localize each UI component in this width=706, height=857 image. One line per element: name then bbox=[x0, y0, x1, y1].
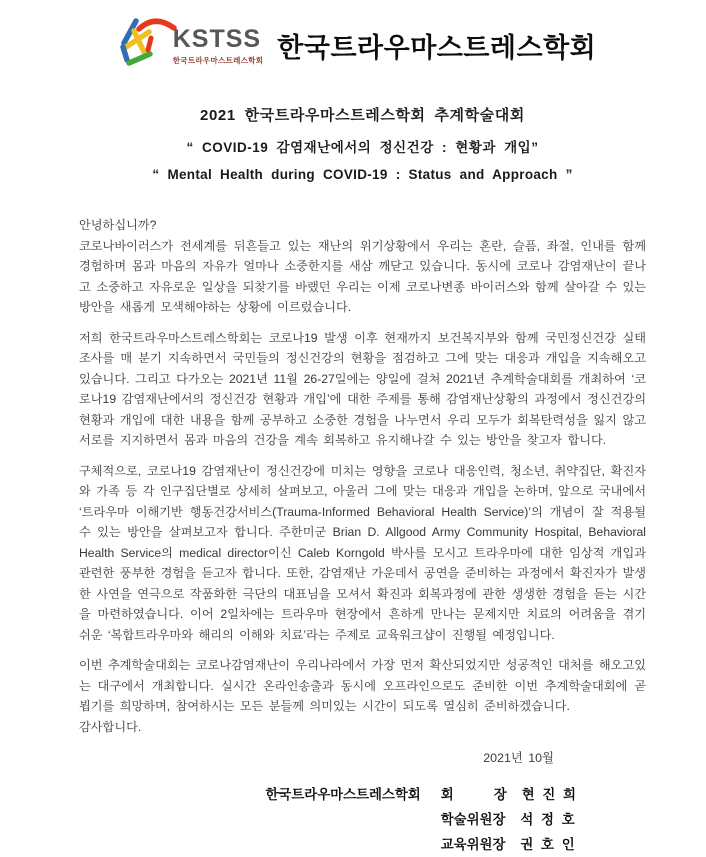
conference-title: 2021 한국트라우마스트레스학회 추계학술대회 bbox=[200, 107, 525, 124]
paragraph-1: 코로나바이러스가 전세계를 뒤흔들고 있는 재난의 위기상황에서 우리는 혼란, 슬픔, 좌절, 인내를 함께 경험하며 몸과 마음의 자유가 얼마나 소중한지를 새삼 깨닫고 있습니다. 동시에 코로나 감염재난이 끝나고 소중하고 자유로운 일상을 되찾기를 바랬던 우리는 이제 코로나변종 바이러스와 함께 살아갈 수 있는 방안을 새롭게 모색해야하는 상황에 이르렀습니다. bbox=[79, 238, 646, 314]
kstss-logo-mark-icon bbox=[115, 14, 179, 70]
logo-text-block bbox=[173, 27, 264, 66]
org-title: 한국트라우마스트레스학회 bbox=[277, 33, 597, 63]
signature-rows bbox=[441, 782, 578, 857]
conference-title-block bbox=[79, 104, 646, 182]
date-line: 2021년 10월 bbox=[483, 751, 554, 765]
signature-name: 석 정 호 bbox=[520, 812, 577, 827]
signature-block bbox=[79, 782, 646, 857]
logo-subtext: 한국트라우마스트레스학회 bbox=[172, 56, 264, 65]
paragraph-4: 이번 추계학술대회는 코로나감염재난이 우리나라에서 가장 먼저 확산되었지만 성공적인 대처를 해오고있는 대구에서 개최합니다. 실시간 온라인송출과 동시에 오프라인으로도 준비한 이번 추계학술대회에 곧 뵙기를 희망하며, 참여하시는 모든 분들께 의미있는 시간이 되도록 열심히 준비하겠습니다. bbox=[79, 658, 646, 713]
signature-role: 학술위원장 bbox=[440, 812, 506, 827]
letter-body bbox=[79, 215, 646, 737]
paragraph-2: 저희 한국트라우마스트레스학회는 코로나19 발생 이후 현재까지 보건복지부와 함께 국민정신건강 실태조사를 매 분기 지속하면서 국민들의 정신건강의 현황을 점검하고 그에 맞는 대응과 개입을 지속해오고 있습니다. 그리고 다가오는 2021년 11월 26-27일에는 양일에 걸쳐 2021년 추계학술대회를 개최하여 ‘코로나19 감염재난에서의 정신건강 현황과 개입’에 대한 주제를 통해 감염재난상황의 과정에서 정신건강의 현황과 개입에 대한 내용을 함께 공부하고 소중한 경험을 나누면서 우리 모두가 회복탄력성을 잃지 않고 서로를 지지하면서 몸과 마음의 건강을 계속 회복하고 유지해나갈 수 있는 방안을 찾고자 합니다. bbox=[79, 330, 646, 447]
conference-subtitle-korean: “ COVID-19 감염재난에서의 정신건강 : 현황과 개입” bbox=[186, 140, 539, 155]
signature-row-education-chair bbox=[441, 832, 578, 857]
logo-acronym: KSTSS bbox=[172, 25, 262, 53]
kstss-logo bbox=[115, 14, 264, 70]
signature-role: 교육위원장 bbox=[440, 837, 506, 852]
signature-name: 권 호 인 bbox=[520, 837, 577, 852]
signature-name: 현 진 희 bbox=[521, 787, 578, 802]
signature-row-academic-chair bbox=[441, 807, 578, 832]
greeting-line: 안녕하십니까? bbox=[79, 218, 157, 232]
closing-line: 감사합니다. bbox=[79, 719, 142, 734]
header bbox=[65, 14, 646, 70]
signature-org-name: 한국트라우마스트레스학회 bbox=[265, 787, 421, 802]
signature-row-president bbox=[441, 782, 578, 807]
conference-subtitle-english: “ Mental Health during COVID-19 : Status and Approach ” bbox=[152, 167, 573, 182]
signature-role: 회 장 bbox=[440, 787, 507, 802]
paragraph-3: 구체적으로, 코로나19 감염재난이 정신건강에 미치는 영향을 코로나 대응인력, 청소년, 취약집단, 확진자와 가족 등 각 인구집단별로 상세히 살펴보고, 아울러 그에 맞는 대응과 개입을 논하며, 앞으로 국내에서 ‘트라우마 이해기반 행동건강서비스(Trauma-Informed Behavioral Health Service)’의 개념이 잘 적용될 수 있는 방안을 살펴보고자 합니다. 주한미군 Brian D. Allgood Army Community Hospital, Behavioral Health Service의 medical director이신 Caleb Korngold 박사를 모시고 트라우마에 대한 임상적 개입과 관련한 풍부한 경험을 듣고자 합니다. 또한, 감염재난 가운데서 공연을 준비하는 과정에서 확진자가 발생한 사연을 연극으로 작품화한 극단의 대표님을 모셔서 확진과 회복과정에 관한 생생한 경험을 듣는 시간을 마련하였습니다. 이어 2일차에는 트라우마 현장에서 흔하게 만나는 문제지만 치료의 어려움을 겪기 쉬운 ‘복합트라우마와 해리의 이해와 치료’라는 주제로 교육워크샵이 진행될 예정입니다. bbox=[79, 463, 646, 642]
